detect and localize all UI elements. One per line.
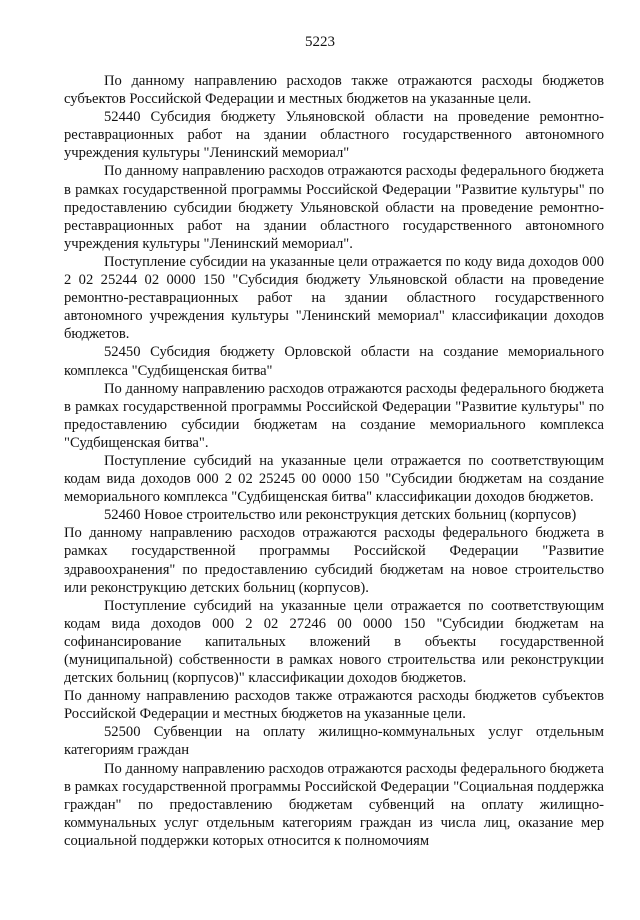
paragraph: Поступление субсидии на указанные цели отражается по коду вида доходов 000 2 02 25244 02 0000 150 "Субсидия бюджету Ульяновской области на проведение ремонтно-реставрационных работ на здании областного государственного автономного учреждения культуры "Ленинский мемориал" классификации доходов бюджетов. xyxy=(64,253,604,343)
paragraph: По данному направлению расходов отражаются расходы федерального бюджета в рамках государственной программы Российской Федерации "Развитие культуры" по предоставлению субсидии бюджетам на создание мемориального комплекса "Судбищенская битва". xyxy=(64,380,604,451)
paragraph: Поступление субсидий на указанные цели отражается по соответствующим кодам вида доходов 000 2 02 27246 00 0000 150 "Субсидии бюджетам на софинансирование капитальных вложений в объекты государственной (муниципальной) собственности в рамках нового строительства или реконструкции детских больниц (корпусов)" классификации доходов бюджетов. xyxy=(64,597,604,687)
paragraph: По данному направлению расходов отражаются расходы федерального бюджета в рамках государственной программы Российской Федерации "Развитие культуры" по предоставлению субсидии бюджету Ульяновской области на проведение ремонтно-реставрационных работ на здании областного государственного автономного учреждения культуры "Ленинский мемориал". xyxy=(64,163,604,252)
section-heading: 52440 Субсидия бюджету Ульяновской области на проведение ремонтно-реставрационных работ на здании областного государственного автономного учреждения культуры "Ленинский мемориал" xyxy=(64,109,604,162)
page-number: 5223 xyxy=(305,34,335,50)
paragraph: По данному направлению расходов также отражаются расходы бюджетов субъектов Российской Федерации и местных бюджетов на указанные цели. xyxy=(64,73,604,108)
paragraph: По данному направлению расходов отражаются расходы федерального бюджета в рамках государственной программы Российской Федерации "Социальная поддержка граждан" по предоставлению бюджетам субвенций на оплату жилищно-коммунальных услуг отдельным категориям граждан из числа лиц, оказание мер социальной поддержки которых относится к полномочиям xyxy=(64,760,604,849)
paragraph: Поступление субсидий на указанные цели отражается по соответствующим кодам вида доходов 000 2 02 25245 00 0000 150 "Субсидии бюджетам на создание мемориального комплекса "Судбищенская битва" классификации доходов бюджетов. xyxy=(64,452,604,506)
document-body xyxy=(64,72,604,850)
paragraph: По данному направлению расходов также отражаются расходы бюджетов субъектов Российской Федерации и местных бюджетов на указанные цели. xyxy=(64,688,604,723)
section-heading: 52460 Новое строительство или реконструкция детских больниц (корпусов) xyxy=(104,507,577,524)
section-heading: 52450 Субсидия бюджету Орловской области на создание мемориального комплекса "Судбищенская битва" xyxy=(64,344,604,379)
paragraph: По данному направлению расходов отражаются расходы федерального бюджета в рамках государственной программы Российской Федерации "Развитие здравоохранения" по предоставлению субсидий бюджетам на новое строительство или реконструкцию детских больниц (корпусов). xyxy=(64,525,604,596)
section-heading: 52500 Субвенции на оплату жилищно-коммунальных услуг отдельным категориям граждан xyxy=(64,724,604,759)
